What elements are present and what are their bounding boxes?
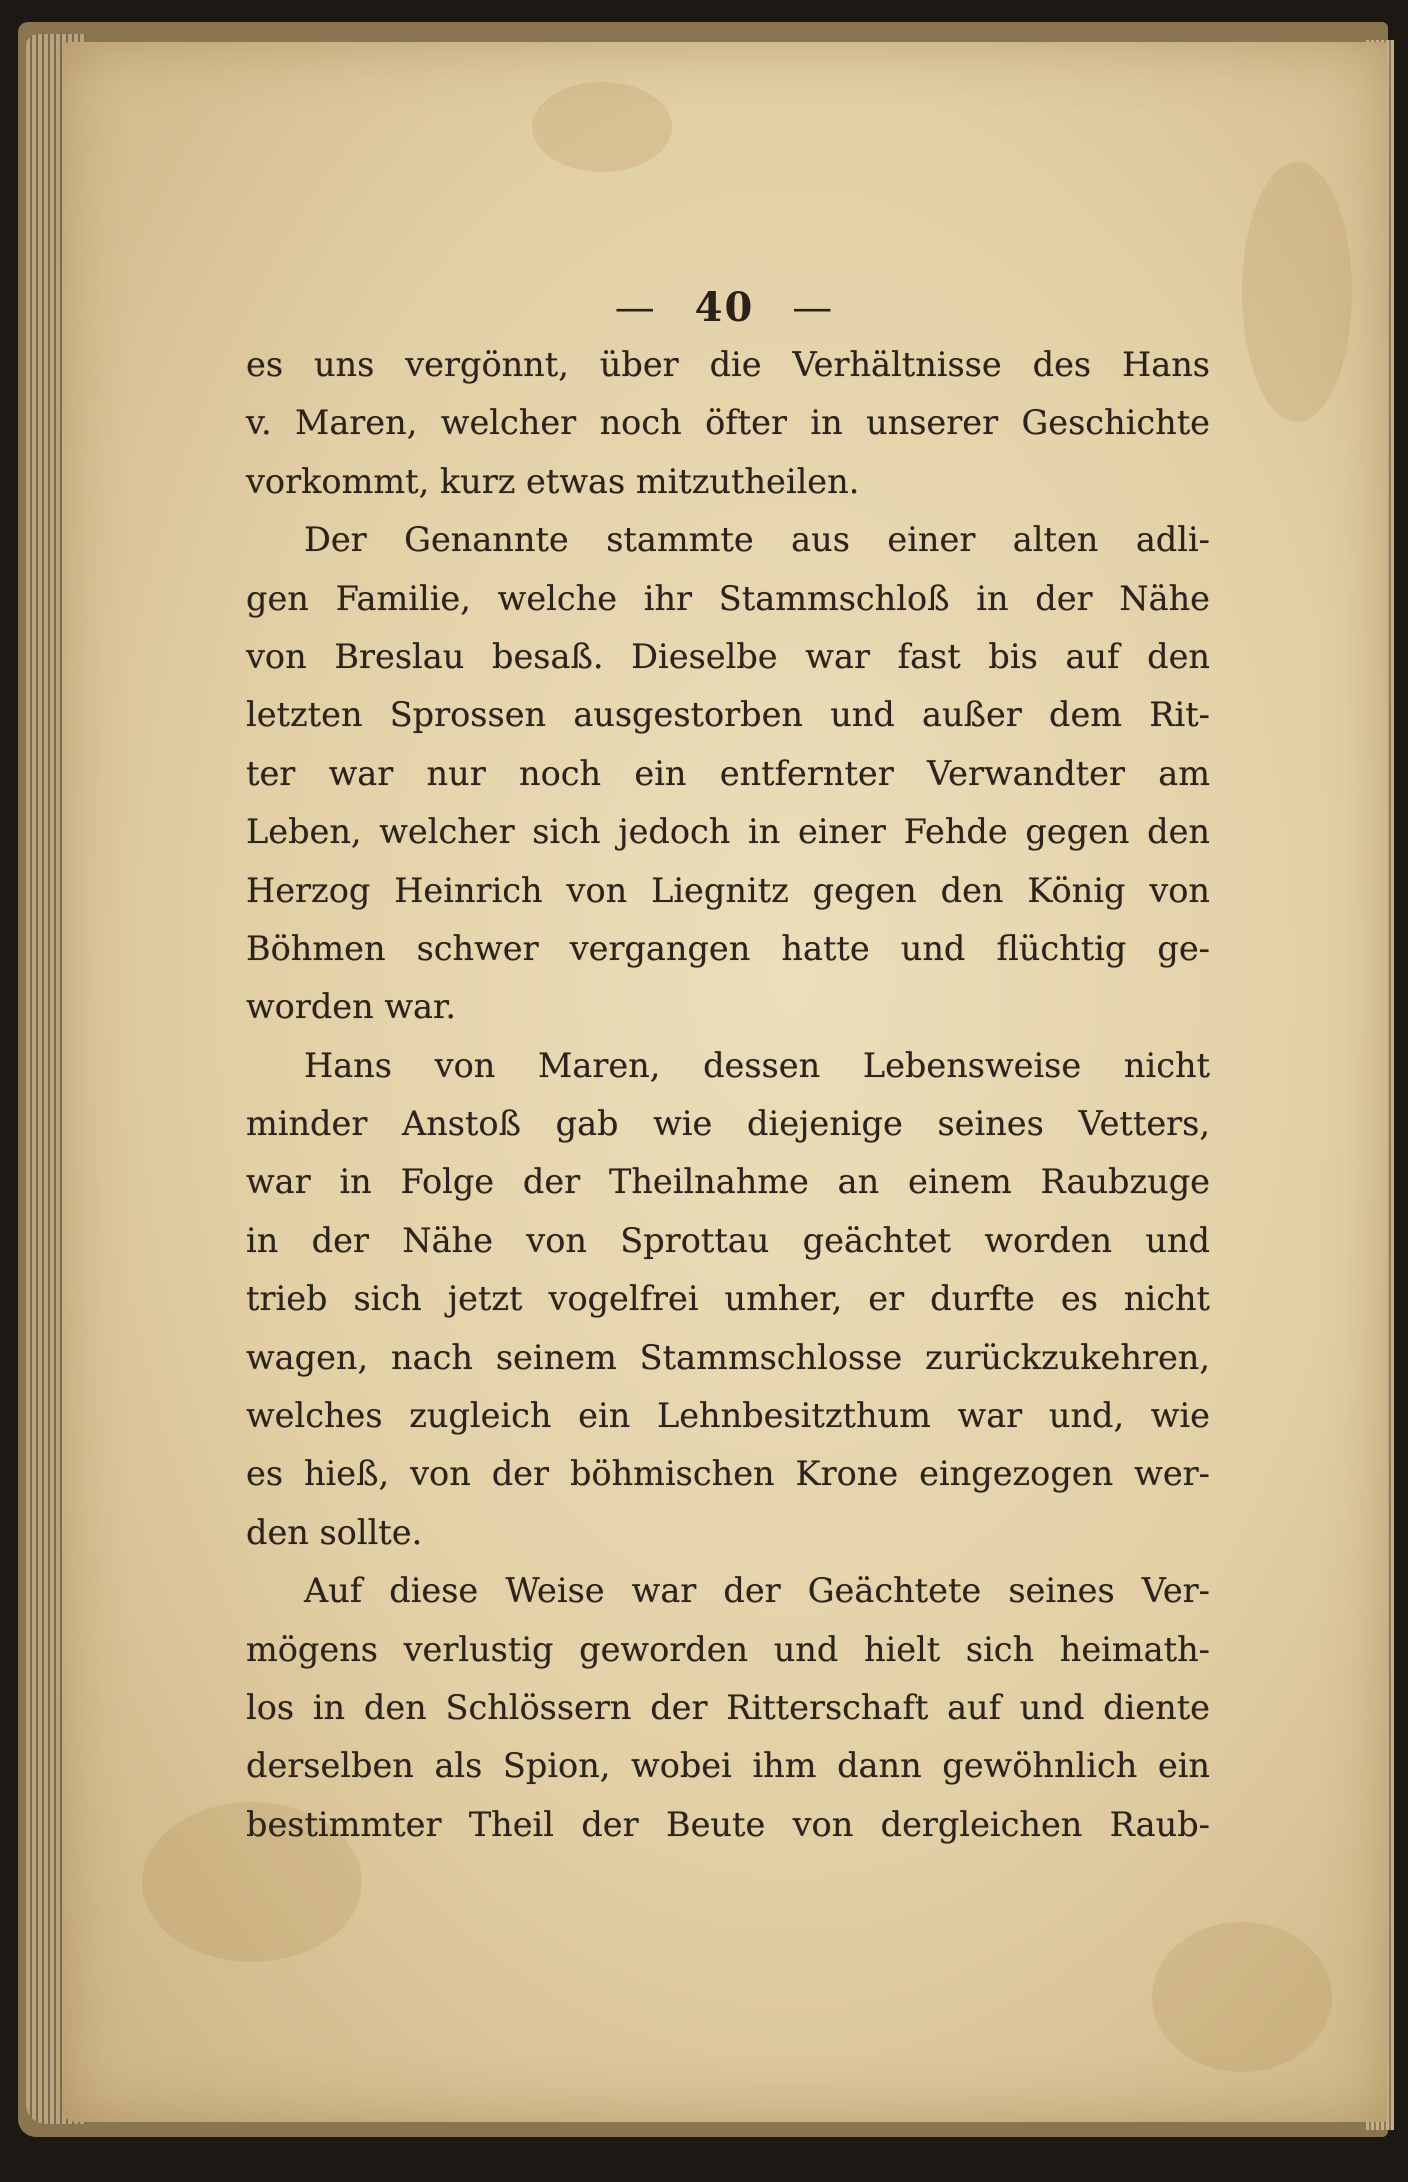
text-line: mögens verlustig geworden und hielt sich heimath- — [246, 1629, 1210, 1669]
text-line: minder Anstoß gab wie diejenige seines Vetters, — [246, 1104, 1210, 1144]
text-line: welches zugleich ein Lehnbesitzthum war und, wie — [246, 1396, 1210, 1436]
text-line: vorkommt, kurz etwas mitzutheilen. — [246, 461, 860, 501]
header-dash-left: — — [614, 285, 657, 331]
text-line: in der Nähe von Sprottau geächtet worden und — [246, 1220, 1210, 1260]
text-line: Auf diese Weise war der Geächtete seines Ver- — [304, 1571, 1210, 1611]
text-line: von Breslau besaß. Dieselbe war fast bis auf den — [246, 636, 1210, 676]
text-line: Böhmen schwer vergangen hatte und flüchtig ge- — [246, 928, 1210, 968]
page-number: 40 — [694, 284, 755, 331]
text-line: worden war. — [246, 987, 456, 1027]
text-line: ter war nur noch ein entfernter Verwandter am — [246, 753, 1210, 793]
text-line: Hans von Maren, dessen Lebensweise nicht — [304, 1045, 1210, 1085]
paper-stain — [532, 82, 672, 172]
text-line: es uns vergönnt, über die Verhältnisse des Hans — [246, 345, 1210, 384]
text-line: Leben, welcher sich jedoch in einer Fehde gegen den — [246, 812, 1210, 852]
paper-stain — [1152, 1922, 1332, 2072]
body-text — [246, 336, 1210, 1854]
text-line: den sollte. — [246, 1512, 423, 1552]
text-line: derselben als Spion, wobei ihm dann gewöhnlich ein — [246, 1746, 1210, 1786]
text-line: gen Familie, welche ihr Stammschloß in der Nähe — [246, 578, 1210, 618]
header-dash-right: — — [792, 285, 835, 331]
text-line: trieb sich jetzt vogelfrei umher, er durfte es nicht — [246, 1279, 1210, 1319]
page-header — [62, 284, 1387, 331]
text-line: Herzog Heinrich von Liegnitz gegen den König von — [246, 870, 1210, 910]
text-line: Der Genannte stammte aus einer alten adli- — [304, 520, 1210, 560]
text-line: v. Maren, welcher noch öfter in unserer Geschichte — [246, 403, 1210, 443]
text-line: letzten Sprossen ausgestorben und außer dem Rit- — [246, 695, 1210, 735]
text-line: bestimmter Theil der Beute von dergleichen Raub- — [246, 1804, 1210, 1844]
text-line: wagen, nach seinem Stammschlosse zurückzukehren, — [246, 1337, 1210, 1377]
text-line: es hieß, von der böhmischen Krone eingezogen wer- — [246, 1454, 1210, 1494]
text-line: war in Folge der Theilnahme an einem Raubzuge — [246, 1162, 1210, 1202]
text-line: los in den Schlössern der Ritterschaft auf und diente — [246, 1687, 1210, 1727]
